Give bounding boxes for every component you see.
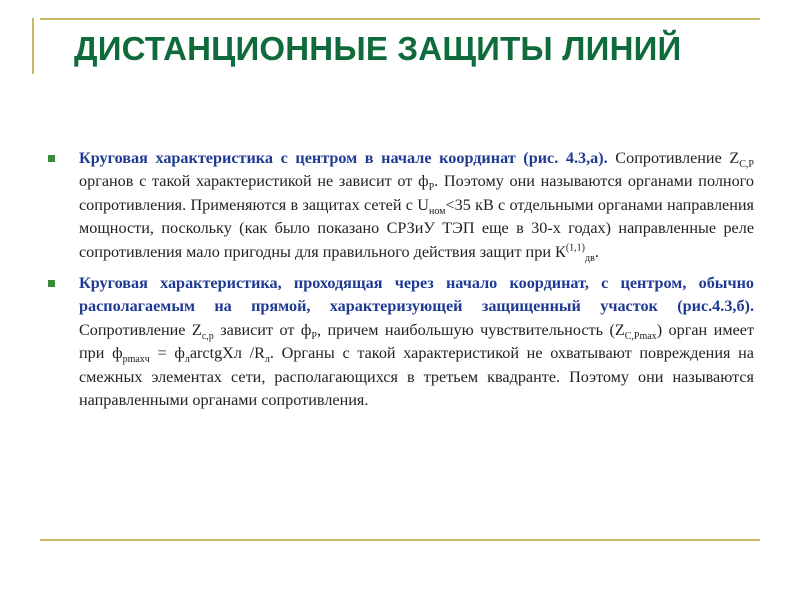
- bullet-1-text-4: <35 кВ с отдельными органами направления мощности, поскольку (как было показано СРЗиУ ТЭП еще в 30-х годах) направленные реле сопротивления мало пригодны для правильного действия защит при К: [79, 195, 754, 261]
- bullet-2-text-6: arctgXл /R: [189, 344, 265, 363]
- bullet-2-sub-3: С,Pmax: [624, 331, 657, 343]
- bullet-1-text-5: .: [594, 242, 599, 261]
- bullet-item-1: [48, 147, 754, 264]
- square-bullet-icon: [48, 155, 55, 162]
- bullet-2-text-5: = ф: [149, 344, 185, 363]
- square-bullet-icon: [48, 280, 55, 287]
- bullet-2-sub-6: л: [264, 354, 270, 366]
- slide-title: ДИСТАНЦИОННЫЕ ЗАЩИТЫ ЛИНИЙ: [74, 30, 682, 67]
- bullet-1-sub-4: дв: [585, 252, 595, 264]
- bullet-2-text-3: , причем наибольшую чувствительность (Z: [316, 320, 625, 339]
- bullet-1-sub-1: С,Р: [739, 159, 754, 171]
- bullet-1-text-2: органов с такой характеристикой не зависит от ф: [79, 172, 429, 191]
- slide-content: [48, 147, 754, 420]
- bullet-1-sub-2: Р: [428, 182, 435, 194]
- bullet-1-text-1: Сопротивление Z: [607, 149, 740, 167]
- bullet-2-text-1: Сопротивление Z: [79, 320, 202, 339]
- bullet-2-lead: Круговая характеристика, проходящая через начало координат, с центром, обычно располагаемым на прямой, характеризующей защищенный участок (рис.4.3,б).: [79, 274, 754, 316]
- bullet-item-2: [48, 272, 754, 412]
- title-frame-top-line: [40, 18, 760, 20]
- bullet-2-sub-4: pmaxч: [122, 354, 150, 366]
- bullet-1-text-3: . Поэтому они называются органами полного сопротивления. Применяются в защитах сетей с U: [79, 172, 754, 214]
- bullet-1-lead: Круговая характеристика с центром в начале координат (рис. 4.3,а).: [79, 149, 608, 167]
- bullet-2-sub-5: л: [184, 354, 190, 366]
- bullet-2-text-2: зависит от ф: [213, 320, 312, 339]
- title-frame-vertical-line: [32, 18, 34, 74]
- bullet-2-text-7: . Органы с такой характеристикой не охватывают повреждения на смежных элементах сети, располагающихся в третьем квадранте. Поэтому они называются направленными органами сопротивления.: [79, 344, 754, 410]
- bullet-2-sub-2: Р: [311, 331, 317, 343]
- bullet-2-text-4: ) орган имеет при ф: [79, 320, 755, 363]
- bullet-1-sub-3: ном: [428, 206, 446, 218]
- bullet-1-sup-1: (1,1): [565, 242, 585, 254]
- footer-divider-line: [40, 539, 760, 541]
- bullet-2-sub-1: с,р: [201, 331, 214, 343]
